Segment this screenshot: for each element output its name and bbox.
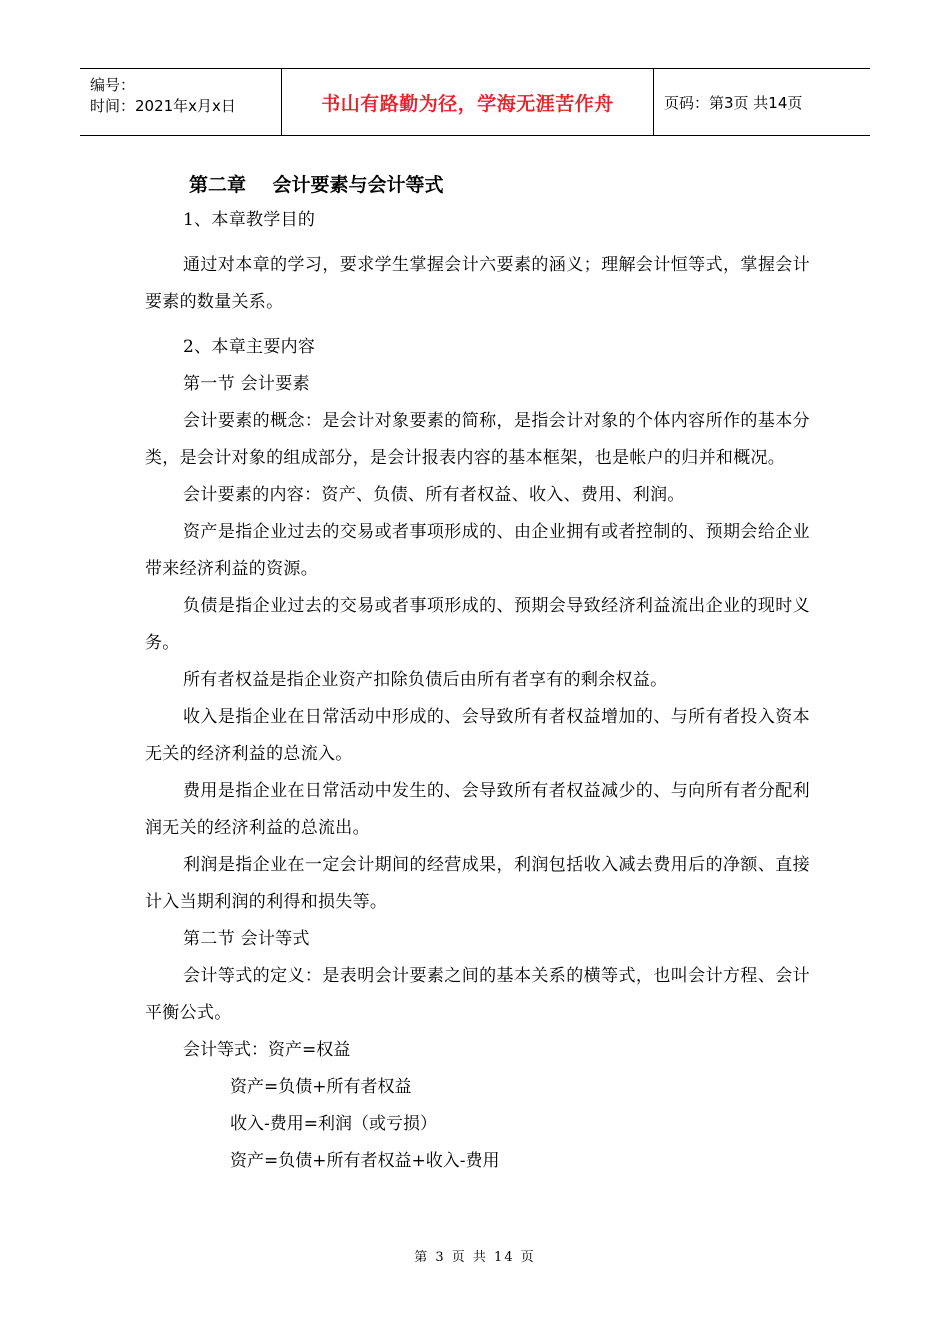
document-time-label: 时间：2021年x月x日	[90, 97, 236, 115]
header-motto: 书山有路勤为径，学海无涯苦作舟	[282, 69, 654, 135]
formula-extended: 资产=负债+所有者权益+收入-费用	[230, 1151, 500, 1171]
section-heading-content: 2、本章主要内容	[183, 337, 316, 357]
paragraph-equity: 所有者权益是指企业资产扣除负债后由所有者享有的剩余权益。	[183, 670, 668, 690]
header-meta-cell	[80, 69, 282, 135]
paragraph-profit: 利润是指企业在一定会计期间的经营成果，利润包括收入减去费用后的净额、直接计入当期利润的利得和损失等。	[145, 855, 810, 912]
section-heading-elements: 第一节 会计要素	[183, 374, 310, 394]
paragraph-assets: 资产是指企业过去的交易或者事项形成的、由企业拥有或者控制的、预期会给企业带来经济利益的资源。	[145, 522, 810, 579]
page-header	[80, 68, 870, 136]
paragraph-revenue: 收入是指企业在日常活动中形成的、会导致所有者权益增加的、与所有者投入资本无关的经济利益的总流入。	[145, 707, 810, 764]
paragraph-objective: 通过对本章的学习，要求学生掌握会计六要素的涵义；理解会计恒等式，掌握会计要素的数量关系。	[145, 255, 810, 312]
document-body	[145, 168, 810, 1180]
section-heading-equation: 第二节 会计等式	[183, 929, 310, 949]
formula-basic: 会计等式：资产=权益	[183, 1040, 351, 1060]
paragraph-element-concept: 会计要素的概念：是会计对象要素的简称，是指会计对象的个体内容所作的基本分类，是会计对象的组成部分，是会计报表内容的基本框架，也是帐户的归并和概况。	[145, 411, 810, 468]
paragraph-liabilities: 负债是指企业过去的交易或者事项形成的、预期会导致经济利益流出企业的现时义务。	[145, 596, 810, 653]
section-heading-objective: 1、本章教学目的	[183, 210, 316, 230]
formula-profit: 收入-费用=利润（或亏损）	[230, 1114, 437, 1134]
chapter-title: 第二章 会计要素与会计等式	[189, 174, 444, 196]
paragraph-equation-definition: 会计等式的定义：是表明会计要素之间的基本关系的横等式，也叫会计方程、会计平衡公式。	[145, 966, 810, 1023]
document-number-label: 编号：	[90, 76, 136, 94]
header-page-number: 页码：第3页 共14页	[664, 93, 803, 112]
paragraph-element-content: 会计要素的内容：资产、负债、所有者权益、收入、费用、利润。	[183, 485, 685, 505]
paragraph-expenses: 费用是指企业在日常活动中发生的、会导致所有者权益减少的、与向所有者分配利润无关的经济利益的总流出。	[145, 781, 810, 838]
formula-assets-liabilities-equity: 资产=负债+所有者权益	[230, 1077, 412, 1097]
page-footer: 第 3 页 共 14 页	[414, 1250, 536, 1265]
